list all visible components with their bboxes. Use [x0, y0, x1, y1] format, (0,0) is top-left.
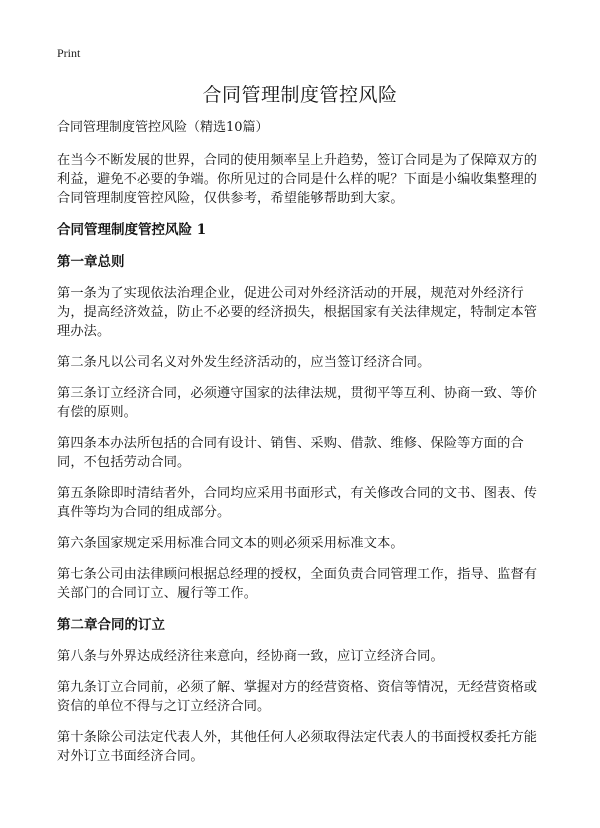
- chapter-heading-2: 第二章合同的订立: [57, 617, 165, 633]
- article-5: 第五条除即时清结者外，合同均应采用书面形式，有关修改合同的文书、图表、传真件等均为合同的组成部分。: [57, 486, 538, 520]
- section-heading: 合同管理制度管控风险 1: [57, 222, 207, 238]
- intro-paragraph: 在当今不断发展的世界，合同的使用频率呈上升趋势，签订合同是为了保障双方的利益，避免不必要的争端。你所见过的合同是什么样的呢？下面是小编收集整理的合同管理制度管控风险，仅供参考，希望能够帮助到大家。: [57, 153, 538, 206]
- article-9: 第九条订立合同前，必须了解、掌握对方的经营资格、资信等情况，无经营资格或资信的单位不得与之订立经济合同。: [57, 680, 538, 714]
- chapter-heading-1: 第一章总则: [57, 254, 125, 270]
- article-4: 第四条本办法所包括的合同有设计、销售、采购、借款、维修、保险等方面的合同，不包括劳动合同。: [57, 436, 524, 470]
- article-6: 第六条国家规定采用标准合同文本的则必须采用标准文本。: [57, 536, 404, 551]
- article-3: 第三条订立经济合同，必须遵守国家的法律法规，贯彻平等互利、协商一致、等价有偿的原则。: [57, 386, 538, 420]
- document-subtitle: 合同管理制度管控风险（精选10篇）: [57, 120, 269, 135]
- article-7: 第七条公司由法律顾问根据总经理的授权，全面负责合同管理工作，指导、监督有关部门的合同订立、履行等工作。: [57, 567, 538, 601]
- article-10: 第十条除公司法定代表人外，其他任何人必须取得法定代表人的书面授权委托方能对外订立书面经济合同。: [57, 730, 538, 764]
- document-body: [57, 119, 547, 778]
- article-8: 第八条与外界达成经济往来意向，经协商一致，应订立经济合同。: [57, 649, 444, 664]
- article-1: 第一条为了实现依法治理企业，促进公司对外经济活动的开展，规范对外经济行为，提高经济效益，防止不必要的经济损失，根据国家有关法律规定，特制定本管理办法。: [57, 286, 538, 339]
- article-2: 第二条凡以公司名义对外发生经济活动的，应当签订经济合同。: [57, 355, 431, 370]
- print-link[interactable]: Print: [57, 46, 81, 60]
- page-title: 合同管理制度管控风险: [202, 84, 398, 106]
